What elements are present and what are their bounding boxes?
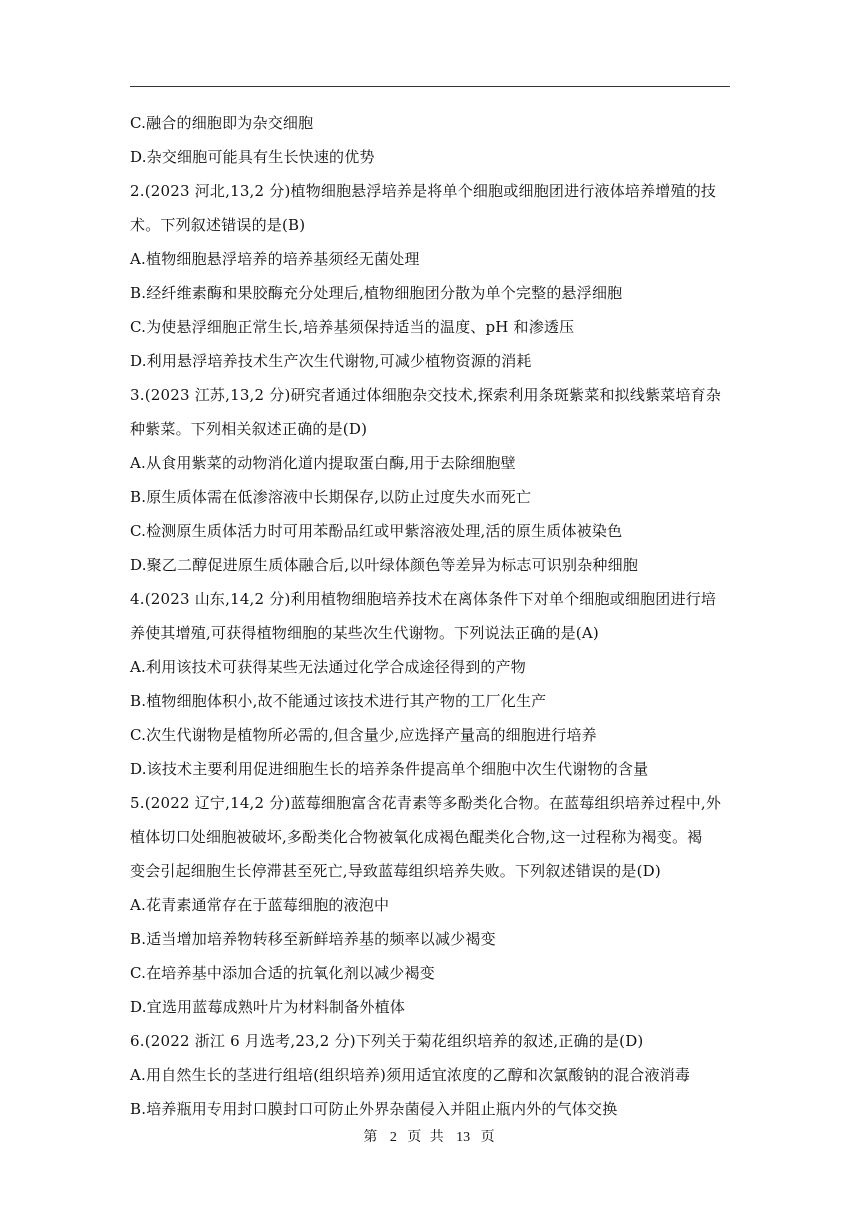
option: A.用自然生长的茎进行组培(组织培养)须用适宜浓度的乙醇和次氯酸钠的混合液消毒 xyxy=(130,1066,691,1084)
option: A.利用该技术可获得某些无法通过化学合成途径得到的产物 xyxy=(130,658,527,676)
footer-suffix: 页 xyxy=(480,1129,497,1145)
question-stem: 植体切口处细胞被破坏,多酚类化合物被氧化成褐色醌类化合物,这一过程称为褐变。褐 xyxy=(130,828,703,846)
page-number: 2 xyxy=(389,1130,397,1145)
option: D.该技术主要利用促进细胞生长的培养条件提高单个细胞中次生代谢物的含量 xyxy=(130,760,649,778)
question-stem: 4.(2023 山东,14,2 分)利用植物细胞培养技术在离体条件下对单个细胞或细胞团进行培 xyxy=(130,590,717,608)
question-stem: 养使其增殖,可获得植物细胞的某些次生代谢物。下列说法正确的是(A) xyxy=(130,624,599,642)
option: B.植物细胞体积小,故不能通过该技术进行其产物的工厂化生产 xyxy=(130,692,547,710)
footer-prefix: 第 xyxy=(363,1129,380,1145)
text-line: C.融合的细胞即为杂交细胞 xyxy=(130,114,314,132)
option: C.在培养基中添加合适的抗氧化剂以减少褐变 xyxy=(130,964,435,982)
page-footer xyxy=(0,1126,860,1146)
question-stem: 3.(2023 江苏,13,2 分)研究者通过体细胞杂交技术,探索利用条斑紫菜和拟线紫菜培育杂 xyxy=(130,386,722,404)
option: B.原生质体需在低渗溶液中长期保存,以防止过度失水而死亡 xyxy=(130,488,532,506)
option: B.适当增加培养物转移至新鲜培养基的频率以减少褐变 xyxy=(130,930,496,948)
question-stem: 5.(2022 辽宁,14,2 分)蓝莓细胞富含花青素等多酚类化合物。在蓝莓组织培养过程中,外 xyxy=(130,794,722,812)
option: C.为使悬浮细胞正常生长,培养基须保持适当的温度、pH 和渗透压 xyxy=(130,318,575,336)
option: B.经纤维素酶和果胶酶充分处理后,植物细胞团分散为单个完整的悬浮细胞 xyxy=(130,284,623,302)
option: D.宜选用蓝莓成熟叶片为材料制备外植体 xyxy=(130,998,406,1016)
text-line: D.杂交细胞可能具有生长快速的优势 xyxy=(130,148,375,166)
option: D.聚乙二醇促进原生质体融合后,以叶绿体颜色等差异为标志可识别杂种细胞 xyxy=(130,556,639,574)
option: B.培养瓶用专用封口膜封口可防止外界杂菌侵入并阻止瓶内外的气体交换 xyxy=(130,1100,618,1118)
question-stem: 术。下列叙述错误的是(B) xyxy=(130,216,306,234)
question-stem: 变会引起细胞生长停滞甚至死亡,导致蓝莓组织培养失败。下列叙述错误的是(D) xyxy=(130,862,661,880)
option: A.植物细胞悬浮培养的培养基须经无菌处理 xyxy=(130,250,420,268)
option: C.次生代谢物是植物所必需的,但含量少,应选择产量高的细胞进行培养 xyxy=(130,726,597,744)
option: D.利用悬浮培养技术生产次生代谢物,可减少植物资源的消耗 xyxy=(130,352,532,370)
page-total: 13 xyxy=(456,1130,471,1145)
question-stem: 6.(2022 浙江 6 月选考,23,2 分)下列关于菊花组织培养的叙述,正确的是(D) xyxy=(130,1032,644,1050)
header-rule xyxy=(130,86,730,87)
option: C.检测原生质体活力时可用苯酚品红或甲紫溶液处理,活的原生质体被染色 xyxy=(130,522,623,540)
question-stem: 种紫菜。下列相关叙述正确的是(D) xyxy=(130,420,368,438)
document-body xyxy=(130,106,730,1126)
footer-middle: 页 共 xyxy=(407,1129,446,1145)
option: A.从食用紫菜的动物消化道内提取蛋白酶,用于去除细胞壁 xyxy=(130,454,516,472)
option: A.花青素通常存在于蓝莓细胞的液泡中 xyxy=(130,896,390,914)
question-stem: 2.(2023 河北,13,2 分)植物细胞悬浮培养是将单个细胞或细胞团进行液体培养增殖的技 xyxy=(130,182,717,200)
